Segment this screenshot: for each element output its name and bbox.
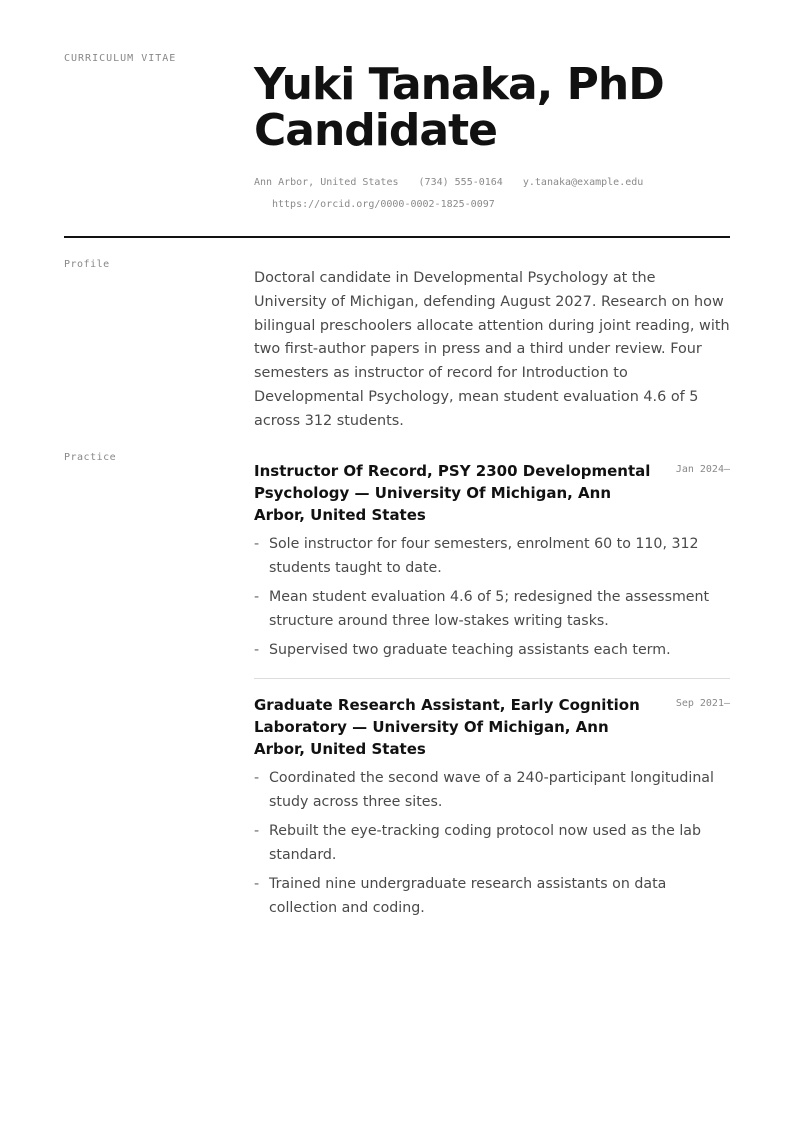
- profile-text: Doctoral candidate in Developmental Psychology at the University of Michigan, defending August 2027. Research on how bilingual preschoolers allocate attention during joint reading, with two first-author papers in press and a third under review. Four semesters as instructor of record for Introduction to Developmental Psychology, mean student evaluation 4.6 of 5 across 312 students.: [254, 270, 730, 429]
- job-date: Jan 2024–: [675, 464, 730, 475]
- contact-line: [254, 172, 730, 216]
- list-item: - Sole instructor for four semesters, enrolment 60 to 110, 312 students taught to date.: [254, 532, 730, 580]
- list-item: - Rebuilt the eye-tracking coding protocol now used as the lab standard.: [254, 819, 730, 867]
- contact-orcid[interactable]: https://orcid.org/0000-0002-1825-0097: [272, 199, 495, 210]
- job-title: Graduate Research Assistant, Early Cognition Laboratory — University Of Michigan, Ann Arbor, United States: [254, 696, 640, 758]
- job-header: [254, 460, 730, 526]
- job-bullets: [254, 532, 730, 662]
- list-item: - Mean student evaluation 4.6 of 5; redesigned the assessment structure around three low-stakes writing tasks.: [254, 585, 730, 633]
- job-date: Sep 2021–: [675, 698, 730, 709]
- list-item: - Trained nine undergraduate research assistants on data collection and coding.: [254, 872, 730, 920]
- job-entry: [254, 460, 730, 667]
- cv-eyebrow: CURRICULUM VITAE: [64, 53, 177, 64]
- contact-phone: (734) 555-0164: [418, 177, 503, 188]
- job-title: Instructor Of Record, PSY 2300 Developmental Psychology — University Of Michigan, Ann Arbor, United States: [254, 462, 651, 524]
- header-rule: [64, 236, 730, 238]
- list-item: - Coordinated the second wave of a 240-participant longitudinal study across three sites.: [254, 766, 730, 814]
- contact-email[interactable]: y.tanaka@example.edu: [522, 177, 644, 188]
- practice-label: Practice: [64, 452, 117, 463]
- contact-location: Ann Arbor, United States: [254, 177, 399, 188]
- job-header: [254, 694, 730, 760]
- profile-label: Profile: [64, 259, 110, 270]
- list-item: - Supervised two graduate teaching assistants each term.: [254, 638, 730, 662]
- job-entry: [254, 694, 730, 925]
- job-divider: [254, 678, 730, 679]
- candidate-name: Yuki Tanaka, PhD Candidate: [254, 59, 664, 156]
- job-bullets: [254, 766, 730, 920]
